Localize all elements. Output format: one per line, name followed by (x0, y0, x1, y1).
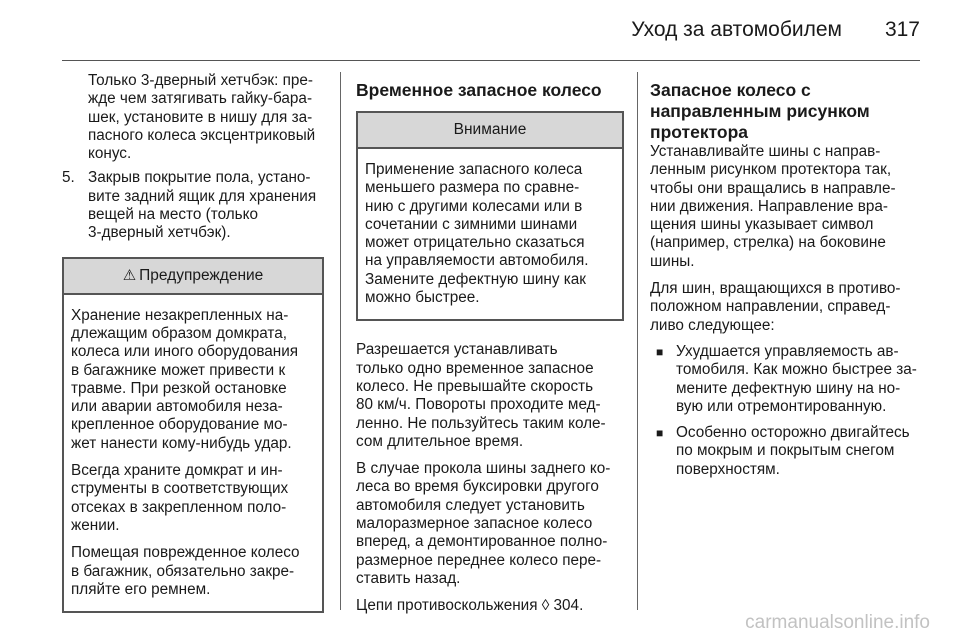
list-item-text: Ухудшается управляемость ав- томобиля. Как можно быстрее за- мените дефектную шину на но- вую или отремонтированную. (676, 342, 917, 415)
section-heading-directional-spare: Запасное колесо с направленным рисунком протектора (650, 80, 870, 142)
page-title: Уход за автомобилем (631, 18, 842, 41)
bullet-square-icon: ■ (656, 344, 664, 359)
list-item (650, 424, 922, 479)
caution-body (358, 149, 622, 319)
warning-triangle-icon: ⚠ (122, 266, 137, 284)
caution-text: Применение запасного колеса меньшего размера по сравне- нию с другими колесами или в сочетании с зимними шинами может отрицательно сказаться на управляемости автомобиля. Замените дефектную шину как можно быстрее. (365, 161, 589, 307)
paragraph-2: Для шин, вращающихся в противо- положном направлении, справед- ливо следующее: (650, 280, 901, 334)
cross-reference (356, 597, 624, 615)
step-4-continuation: Только 3-дверный хетчбэк: пре- жде чем затягивать гайку-бара- шек, установите в нишу для за- пасного колеса эксцентриковый конус. (88, 72, 316, 163)
column-2 (356, 80, 624, 616)
step-5 (62, 169, 324, 242)
header-divider (62, 60, 920, 61)
caution-header: Внимание (358, 113, 622, 149)
warning-title: Предупреждение (139, 266, 264, 284)
list-item-text: Особенно осторожно двигайтесь по мокрым и покрытым снегом поверхностям. (676, 424, 910, 478)
list-item (650, 343, 922, 416)
step-number: 5. (62, 169, 75, 187)
reference-text: Цепи противоскольжения (356, 597, 538, 615)
section-heading-temporary-spare: Временное запасное колесо (356, 80, 602, 100)
page-number: 317 (884, 18, 920, 41)
warning-box (62, 257, 324, 613)
paragraph-2: В случае прокола шины заднего ко- леса во время буксировки другого автомобиля следует установить малоразмерное запасное колесо вперед, а демонтированное полно- размерное переднее колесо пере- ставить назад. (356, 460, 611, 587)
step-text: Закрыв покрытие пола, устано- вите задний ящик для хранения вещей на место (только 3-дверный хетчбэк). (88, 169, 317, 242)
column-divider-2 (637, 72, 638, 610)
column-1 (62, 72, 324, 613)
warning-paragraph-2: Всегда храните домкрат и ин- струменты в соответствующих отсеках в закрепленном поло- жении. (71, 462, 289, 534)
column-divider-1 (340, 72, 341, 610)
warning-paragraph-1: Хранение незакрепленных на- длежащим образом домкрата, колеса или иного оборудования в багажнике может привести к травме. При резкой остановке или аварии автомобиля неза- крепленное оборудование мо- жет нанести кому-нибудь удар. (71, 306, 299, 452)
reference-page[interactable]: 304. (553, 597, 584, 615)
watermark: carmanualsonline.info (745, 612, 930, 633)
caution-box (356, 111, 624, 321)
reference-arrow-icon: ◊ (541, 597, 550, 615)
warning-paragraph-3: Помещая поврежденное колесо в багажник, обязательно закре- пляйте его ремнем. (71, 544, 300, 598)
paragraph-1: Разрешается устанавливать только одно временное запасное колесо. Не превышайте скорость 80 км/ч. Повороты проходите мед- ленно. Не пользуйтесь таким коле- сом длительное время. (356, 341, 606, 450)
paragraph-1: Устанавливайте шины с направ- ленным рисунком протектора так, чтобы они вращались в направле- нии движения. Направление вра- щения шины указывает символ (например, стрелка) на боковине шины. (650, 143, 896, 270)
warning-header (64, 259, 322, 295)
bullet-square-icon: ■ (656, 426, 664, 441)
column-3 (650, 80, 922, 479)
warning-body (64, 295, 322, 611)
